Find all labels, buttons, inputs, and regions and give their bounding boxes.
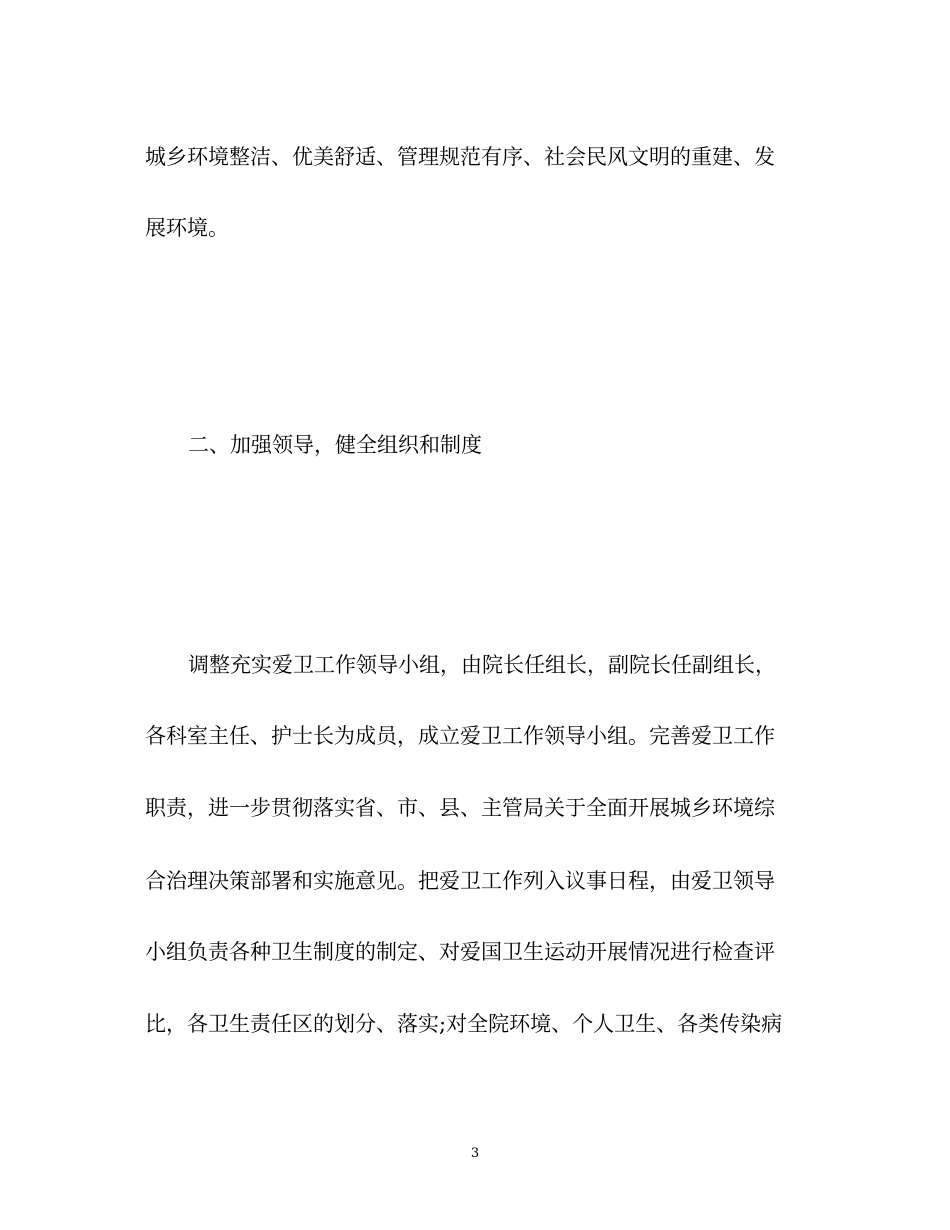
paragraph2-line-3: 职责，进一步贯彻落实省、市、县、主管局关于全面开展城乡环境综	[145, 796, 775, 820]
section-heading: 二、加强领导，健全组织和制度	[188, 433, 482, 457]
paragraph2-line-1: 调整充实爱卫工作领导小组，由院长任组长，副院长任副组长，	[188, 653, 776, 677]
paragraph2-line-5: 小组负责各种卫生制度的制定、对爱国卫生运动开展情况进行检查评	[145, 940, 775, 964]
paragraph2-line-6: 比，各卫生责任区的划分、落实;对全院环境、个人卫生、各类传染病	[145, 1012, 783, 1036]
paragraph2-line-4: 合治理决策部署和实施意见。把爱卫工作列入议事日程，由爱卫领导	[145, 869, 775, 893]
paragraph1-line-1: 城乡环境整洁、优美舒适、管理规范有序、社会民风文明的重建、发	[145, 145, 775, 169]
paragraph1-line-2: 展环境。	[145, 216, 229, 240]
page-number: 3	[470, 1146, 480, 1161]
paragraph2-line-2: 各科室主任、护士长为成员，成立爱卫工作领导小组。完善爱卫工作	[145, 724, 775, 748]
